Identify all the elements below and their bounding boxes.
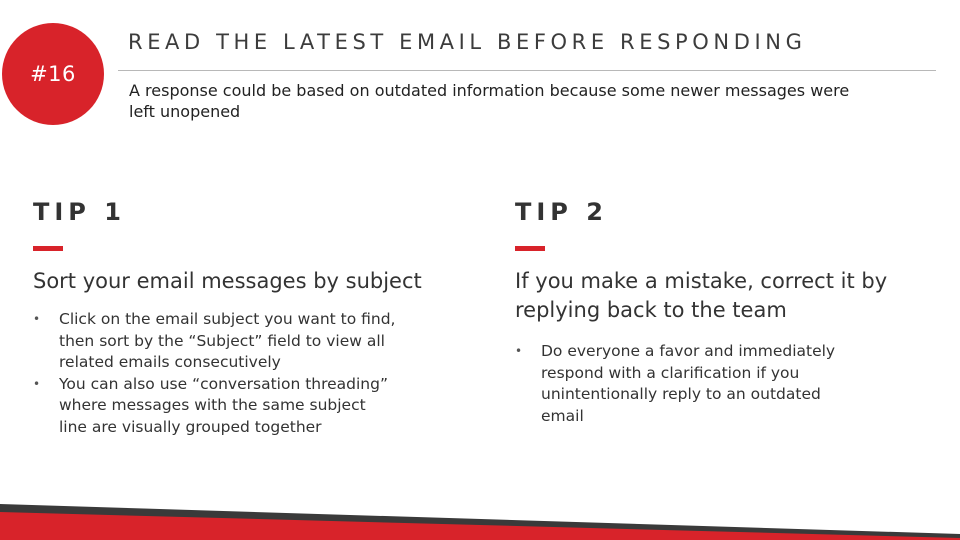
bullet-icon: • [33,312,41,326]
tip-1-accent-bar [33,246,63,251]
list-item [33,309,398,374]
bullet-text: Click on the email subject you want to find, then sort by the “Subject” field to view all related emails consecutively [59,310,396,371]
tip-1-lead: Sort your email messages by subject [33,269,422,293]
tip-1-heading: TIP 1 [33,198,126,226]
tip-2-column [515,197,915,427]
slide-subtitle: A response could be based on outdated information because some newer messages were left unopened [129,81,850,121]
tip-2-accent-bar [515,246,545,251]
tip-2-heading: TIP 2 [515,198,608,226]
title-divider [118,70,936,71]
bullet-text: You can also use “conversation threading” where messages with the same subject line are visually grouped together [59,374,389,436]
tip-2-bullet-list [515,341,855,427]
footer-red-band [0,512,960,540]
list-item [33,374,398,439]
tip-number-badge [2,23,104,125]
tip-2-lead: If you make a mistake, correct it by replying back to the team [515,269,888,322]
list-item [515,341,855,427]
tip-1-bullet-list [33,309,398,438]
tip-1-column [33,197,453,438]
slide-title: READ THE LATEST EMAIL BEFORE RESPONDING [128,30,807,54]
bullet-icon: • [515,344,523,358]
bullet-text: Do everyone a favor and immediately respond with a clarification if you unintentionally reply to an outdated email [541,342,836,425]
footer-swoosh [0,488,960,540]
badge-label: #16 [30,62,76,86]
bullet-icon: • [33,376,41,391]
